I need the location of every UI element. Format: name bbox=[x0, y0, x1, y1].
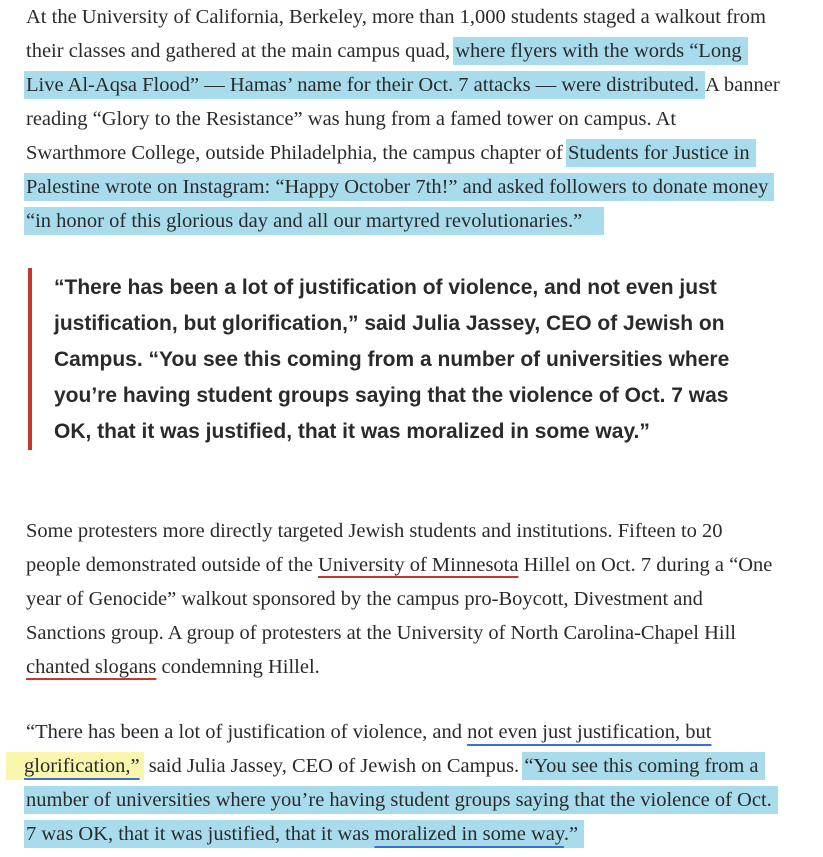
quote-line: “There has been a lot of justification of violence, and not even just bbox=[54, 276, 717, 299]
highlight-blue: “You see this coming from a bbox=[522, 752, 764, 780]
quote-line: OK, that it was justified, that it was moralized in some way.” bbox=[54, 420, 650, 443]
highlight-blue: Students for Justice in bbox=[566, 139, 756, 167]
paragraph-line: their classes and gathered at the main campus quad, where flyers with the words “Long bbox=[26, 34, 816, 68]
article-paragraph-quote bbox=[26, 715, 816, 851]
pull-quote-text bbox=[54, 270, 729, 450]
link-chanted-slogans[interactable]: chanted slogans bbox=[26, 656, 157, 678]
highlight-blue: “in honor of this glorious day and all our martyred revolutionaries.” bbox=[24, 207, 604, 235]
underline-annotation: moralized in some way bbox=[374, 823, 564, 845]
article-paragraph-protesters bbox=[26, 514, 816, 684]
highlight-yellow: glorification,” bbox=[6, 752, 144, 780]
paragraph-line: reading “Glory to the Resistance” was hung from a famed tower on campus. At bbox=[26, 108, 677, 130]
highlight-blue: where flyers with the words “Long bbox=[453, 37, 747, 65]
paragraph-line: Sanctions group. A group of protesters at the University of North Carolina-Chapel Hill bbox=[26, 622, 736, 644]
paragraph-line: year of Genocide” walkout sponsored by the campus pro-Boycott, Divestment and bbox=[26, 588, 703, 610]
highlight-blue: 7 was OK, that it was justified, that it was moralized in some way.” bbox=[24, 820, 584, 848]
paragraph-line bbox=[26, 204, 816, 238]
link-university-of-minnesota[interactable]: University of Minnesota bbox=[318, 554, 519, 576]
paragraph-line: Live Al-Aqsa Flood” — Hamas’ name for their Oct. 7 attacks — were distributed. A banner bbox=[26, 68, 816, 102]
paragraph-line: people demonstrated outside of the University of Minnesota Hillel on Oct. 7 during a “One bbox=[26, 554, 773, 576]
paragraph-line: chanted slogans condemning Hillel. bbox=[26, 656, 320, 678]
highlight-blue: Live Al-Aqsa Flood” — Hamas’ name for their Oct. 7 attacks — were distributed. bbox=[24, 71, 705, 99]
paragraph-line: Some protesters more directly targeted Jewish students and institutions. Fifteen to 20 bbox=[26, 520, 723, 542]
underline-annotation: not even just justification, but bbox=[467, 721, 712, 743]
pull-quote bbox=[28, 268, 808, 450]
paragraph-line bbox=[26, 783, 816, 817]
quote-line: Campus. “You see this coming from a number of universities where bbox=[54, 348, 730, 371]
paragraph-line bbox=[26, 170, 816, 204]
quote-line: justification, but glorification,” said Julia Jassey, CEO of Jewish on bbox=[54, 312, 725, 335]
highlight-blue: Palestine wrote on Instagram: “Happy October 7th!” and asked followers to donate money bbox=[24, 173, 774, 201]
paragraph-line: glorification,” said Julia Jassey, CEO of Jewish on Campus. “You see this coming from a bbox=[26, 749, 816, 783]
paragraph-line: Swarthmore College, outside Philadelphia, the campus chapter of Students for Justice in bbox=[26, 136, 816, 170]
paragraph-line: “There has been a lot of justification of violence, and not even just justification, but bbox=[26, 721, 712, 743]
quote-line: you’re having student groups saying that the violence of Oct. 7 was bbox=[54, 384, 729, 407]
paragraph-line bbox=[26, 817, 816, 851]
article-paragraph-berkeley bbox=[26, 0, 816, 238]
paragraph-line: At the University of California, Berkeley, more than 1,000 students staged a walkout from bbox=[26, 6, 766, 28]
highlight-blue: number of universities where you’re having student groups saying that the violence of Oct. bbox=[24, 786, 778, 814]
